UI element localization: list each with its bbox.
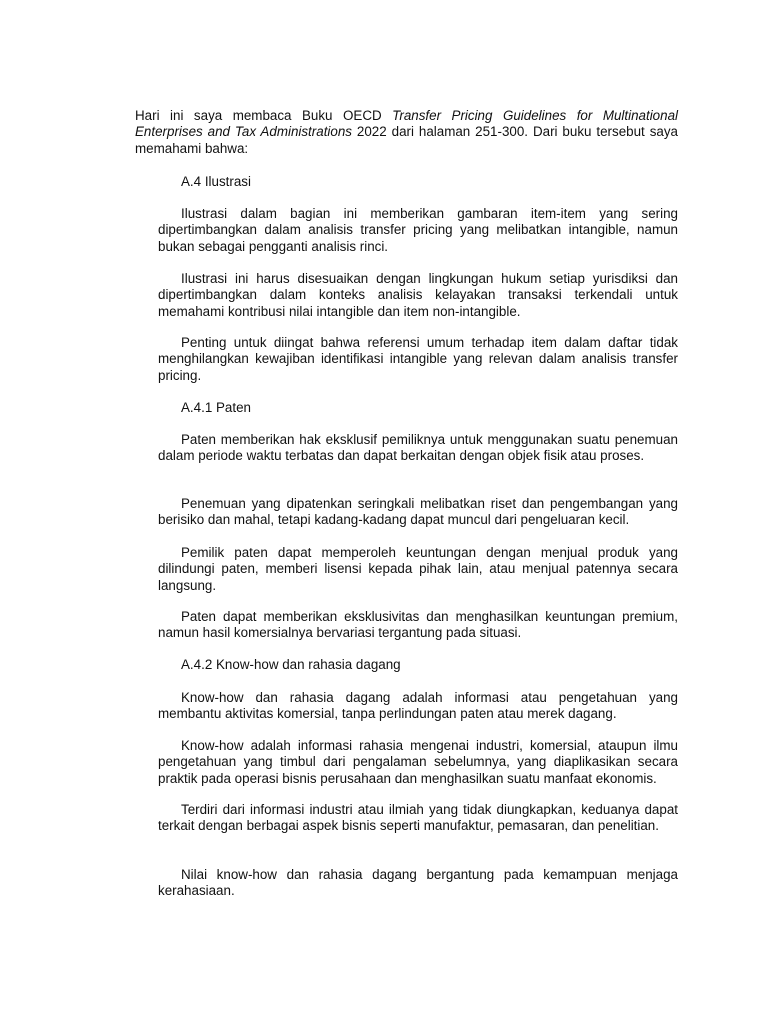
paragraph-a41-3: Pemilik paten dapat memperoleh keuntungan dengan menjual produk yang dilindungi paten, memberi lisensi kepada pihak lain, atau menjual patennya secara langsung. — [158, 545, 678, 593]
paragraph-a42-3: Terdiri dari informasi industri atau ilmiah yang tidak diungkapkan, keduanya dapat terkait dengan berbagai aspek bisnis seperti manufaktur, pemasaran, dan penelitian. — [158, 802, 678, 834]
paragraph-a41-2: Penemuan yang dipatenkan seringkali melibatkan riset dan pengembangan yang berisiko dan mahal, tetapi kadang-kadang dapat muncul dari pengeluaran kecil. — [158, 496, 678, 528]
heading-a41: A.4.1 Paten — [181, 400, 251, 415]
book-title: Transfer Pricing Guidelines for Multinational Enterprises and Tax Administrations — [135, 108, 678, 140]
heading-a42: A.4.2 Know-how dan rahasia dagang — [181, 657, 401, 672]
heading-a4: A.4 Ilustrasi — [181, 174, 251, 189]
paragraph-a4-3: Penting untuk diingat bahwa referensi umum terhadap item dalam daftar tidak menghilangkan kewajiban identifikasi intangible yang relevan dalam analisis transfer pricing. — [158, 335, 678, 383]
paragraph-a42-4: Nilai know-how dan rahasia dagang bergantung pada kemampuan menjaga kerahasiaan. — [158, 867, 678, 899]
paragraph-a42-1: Know-how dan rahasia dagang adalah informasi atau pengetahuan yang membantu aktivitas komersial, tanpa perlindungan paten atau merek dagang. — [158, 690, 678, 722]
paragraph-a4-2: Ilustrasi ini harus disesuaikan dengan lingkungan hukum setiap yurisdiksi dan dipertimbangkan dalam konteks analisis kelayakan transaksi terkendali untuk memahami kontribusi nilai intangible dan item non-intangible. — [158, 271, 678, 319]
paragraph-a4-1: Ilustrasi dalam bagian ini memberikan gambaran item-item yang sering dipertimbangkan dalam analisis transfer pricing yang melibatkan intangible, namun bukan sebagai pengganti analisis rinci. — [158, 206, 678, 254]
intro-prefix: Hari ini saya membaca Buku OECD — [135, 108, 393, 123]
paragraph-a42-2: Know-how adalah informasi rahasia mengenai industri, komersial, ataupun ilmu pengetahuan yang timbul dari pengalaman sebelumnya, yang diaplikasikan secara praktik pada operasi bisnis perusahaan dan menghasilkan suatu manfaat ekonomis. — [158, 738, 678, 786]
intro-paragraph — [135, 108, 678, 157]
intro-suffix: 2022 dari halaman 251-300. Dari buku tersebut saya memahami bahwa: — [135, 124, 678, 156]
paragraph-a41-1: Paten memberikan hak eksklusif pemiliknya untuk menggunakan suatu penemuan dalam periode waktu terbatas dan dapat berkaitan dengan objek fisik atau proses. — [158, 432, 678, 464]
paragraph-a41-4: Paten dapat memberikan eksklusivitas dan menghasilkan keuntungan premium, namun hasil komersialnya bervariasi tergantung pada situasi. — [158, 609, 678, 641]
